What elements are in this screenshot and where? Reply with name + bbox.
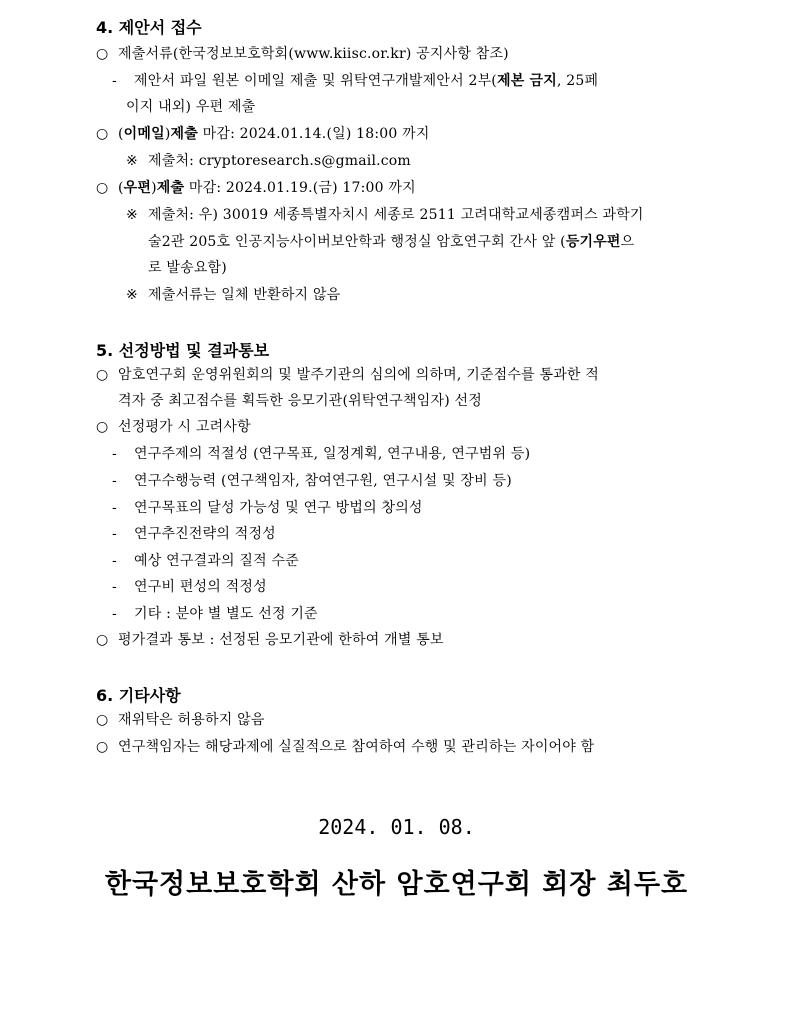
signature-line: 한국정보보호학회 산하 암호연구회 회장 최두호	[104, 869, 689, 900]
s4-line-9: 로 발송요함)	[148, 260, 227, 276]
s4-line-4-paren-close: )	[164, 126, 171, 142]
s4-line-7-text: 제출처: 우) 30019 세종특별자치시 세종로 2511 고려대학교세종캠퍼스 과학기	[148, 207, 644, 223]
dash-bullet: -	[112, 73, 117, 89]
s4-line-5-text: 제출처: cryptoresearch.s@gmail.com	[148, 153, 411, 169]
s6-line-1	[96, 709, 265, 729]
s4-line-6-paren-close: )	[151, 180, 157, 196]
s4-line-1-text: 제출서류(한국정보보호학회(www.kiisc.or.kr) 공지사항 참조)	[118, 46, 509, 62]
dash-bullet: -	[112, 606, 117, 622]
s4-line-6-post: 우편	[123, 180, 152, 196]
s4-line-6-paren-open: (	[118, 180, 124, 196]
s5-line-4	[96, 629, 444, 649]
section-4-heading: 4. 제안서 접수	[96, 18, 202, 37]
document-date: 2024. 01. 08.	[318, 815, 475, 839]
circle-bullet: ○	[96, 46, 109, 62]
list-item	[112, 470, 512, 490]
s5-line-2: 격자 중 최고점수를 획득한 응모기관(위탁연구책임자) 선정	[118, 393, 482, 409]
list-item	[112, 550, 299, 570]
dash-bullet: -	[112, 526, 117, 542]
s5-line-3-text: 선정평가 시 고려사항	[118, 419, 251, 435]
s4-line-4-deadline: 마감: 2024.01.14.(일) 18:00 까지	[197, 126, 430, 142]
s4-line-6-deadline: 마감: 2024.01.19.(금) 17:00 까지	[184, 180, 416, 196]
dash-bullet: -	[112, 579, 117, 595]
s4-line-4-submit: 제출	[170, 126, 198, 142]
dash-bullet: -	[112, 500, 117, 516]
s4-line-7	[126, 204, 644, 224]
list-item-text: 연구추진전략의 적정성	[134, 526, 276, 542]
s4-line-4	[96, 123, 430, 143]
list-item-text: 기타 : 분야 별 별도 선정 기준	[134, 606, 318, 622]
s4-line-8	[148, 231, 634, 251]
dash-bullet: -	[112, 446, 117, 462]
s4-line-8-text-c: 으	[620, 234, 635, 250]
s6-line-2	[96, 736, 594, 756]
s4-line-2-text-a: 제안서 파일 원본 이메일 제출 및 위탁연구개발제안서 2부(	[134, 73, 497, 89]
list-item-text: 연구비 편성의 적정성	[134, 579, 267, 595]
s4-line-10-text: 제출서류는 일체 반환하지 않음	[148, 287, 341, 303]
s4-line-2	[112, 70, 598, 90]
s4-line-4-email: 이메일	[123, 126, 165, 142]
s4-line-1	[96, 43, 509, 63]
s4-line-8-registered-mail: 등기우편	[565, 234, 621, 250]
circle-bullet: ○	[96, 712, 109, 728]
section-5-heading: 5. 선정방법 및 결과통보	[96, 341, 270, 360]
s5-line-4-text: 평가결과 통보 : 선정된 응모기관에 한하여 개별 통보	[118, 632, 444, 648]
s4-line-4-paren-open: (	[118, 126, 124, 142]
reference-mark: ※	[126, 207, 138, 223]
s6-line-2-text: 연구책임자는 해당과제에 실질적으로 참여하여 수행 및 관리하는 자이어야 함	[118, 739, 595, 755]
reference-mark: ※	[126, 287, 138, 303]
circle-bullet: ○	[96, 419, 109, 435]
list-item	[112, 497, 423, 517]
circle-bullet: ○	[96, 180, 109, 196]
circle-bullet: ○	[96, 632, 109, 648]
list-item-text: 예상 연구결과의 질적 수준	[134, 553, 299, 569]
list-item-text: 연구수행능력 (연구책임자, 참여연구원, 연구시설 및 장비 등)	[134, 473, 512, 489]
s5-line-1	[96, 364, 599, 384]
list-item	[112, 603, 318, 623]
s6-line-1-text: 재위탁은 허용하지 않음	[118, 712, 265, 728]
s4-line-5	[126, 150, 411, 170]
circle-bullet: ○	[96, 126, 109, 142]
s4-line-10	[126, 284, 340, 304]
s4-line-6	[96, 177, 416, 197]
list-item-text: 연구목표의 달성 가능성 및 연구 방법의 창의성	[134, 500, 423, 516]
s4-line-6-submit: 제출	[156, 180, 185, 196]
reference-mark: ※	[126, 153, 138, 169]
s4-line-3: 이지 내외) 우편 제출	[126, 99, 256, 115]
s4-line-2-bold: 제본 금지	[496, 73, 557, 89]
s5-line-3	[96, 416, 251, 436]
list-item	[112, 523, 276, 543]
dash-bullet: -	[112, 473, 117, 489]
list-item	[112, 576, 267, 596]
list-item-text: 연구주제의 적절성 (연구목표, 일정계획, 연구내용, 연구범위 등)	[134, 446, 531, 462]
s4-line-8-text-a: 술2관 205호 인공지능사이버보안학과 행정실 암호연구회 간사 앞 (	[148, 234, 566, 250]
circle-bullet: ○	[96, 367, 109, 383]
s5-line-1-text: 암호연구회 운영위원회의 및 발주기관의 심의에 의하며, 기준점수를 통과한 적	[118, 367, 600, 383]
list-item	[112, 443, 530, 463]
s4-line-2-text-c: , 25페	[556, 73, 599, 89]
circle-bullet: ○	[96, 739, 109, 755]
dash-bullet: -	[112, 553, 117, 569]
section-6-heading: 6. 기타사항	[96, 686, 181, 705]
